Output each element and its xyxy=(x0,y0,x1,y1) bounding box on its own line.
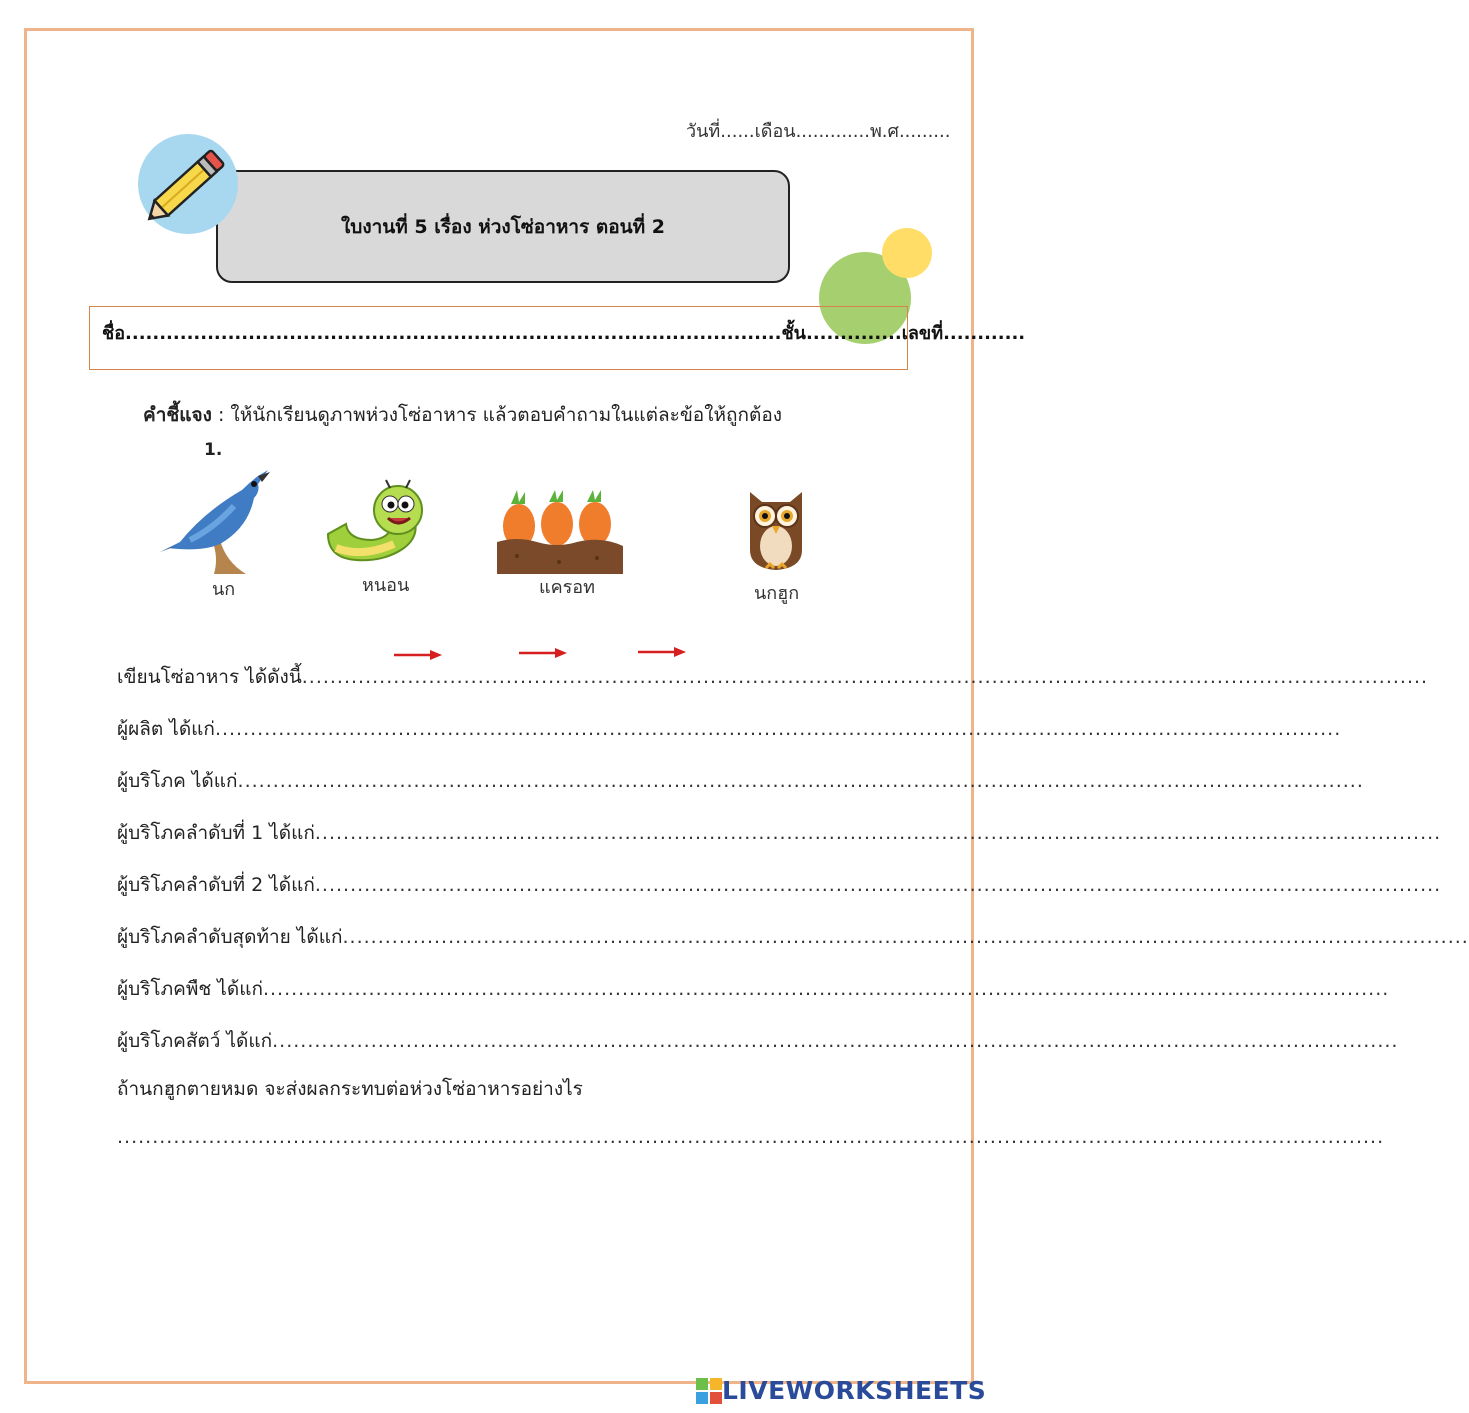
question-line[interactable] xyxy=(117,974,1390,1004)
answer-dots: ................................................................................................................................................................ xyxy=(272,1030,1399,1052)
question-text: ผู้บริโภคลำดับที่ 2 ได้แก่ xyxy=(117,874,315,896)
question-text: ผู้บริโภค ได้แก่ xyxy=(117,770,238,792)
student-info-line[interactable]: ชื่อ................................................................................................ชั้น..............เลขที่............ xyxy=(102,323,1026,344)
instruction-text: : ให้นักเรียนดูภาพห่วงโซ่อาหาร แล้วตอบคำถามในแต่ละข้อให้ถูกต้อง xyxy=(211,404,783,426)
bird-label: นก xyxy=(212,579,236,600)
answer-dots: ................................................................................................................................................................ xyxy=(262,978,1390,1000)
pencil-icon xyxy=(138,134,238,234)
caterpillar-label: หนอน xyxy=(362,575,410,596)
instruction-label: คำชี้แจง xyxy=(143,404,212,426)
question-text: ผู้ผลิต ได้แก่ xyxy=(117,718,215,740)
question-line[interactable] xyxy=(117,1026,1399,1056)
final-answer-line[interactable]: .................................................................................................................................................................................... xyxy=(117,1126,1385,1148)
arrow-right-icon xyxy=(519,647,567,659)
answer-dots: ................................................................................................................................................................ xyxy=(301,666,1429,688)
arrow-right-icon xyxy=(638,646,686,658)
question-line[interactable] xyxy=(117,662,1429,692)
carrot-icon xyxy=(497,490,627,576)
carrot-picture xyxy=(497,490,627,598)
question-text: ผู้บริโภคสัตว์ ได้แก่ xyxy=(117,1030,273,1052)
question-text: เขียนโซ่อาหาร ได้ดังนี้ xyxy=(117,666,302,688)
caterpillar-picture xyxy=(322,478,426,596)
owl-label: นกฮูก xyxy=(754,583,800,604)
owl-icon xyxy=(744,488,808,572)
pencil-badge xyxy=(138,134,238,234)
instruction xyxy=(143,400,782,430)
bird-picture xyxy=(160,462,272,600)
carrot-label: แครอท xyxy=(539,577,595,598)
question-line[interactable] xyxy=(117,714,1342,744)
final-question: ถ้านกฮูกตายหมด จะส่งผลกระทบต่อห่วงโซ่อาหารอย่างไร xyxy=(117,1078,583,1100)
worksheet-title: ใบงานที่ 5 เรื่อง ห่วงโซ่อาหาร ตอนที่ 2 xyxy=(216,170,790,283)
logo-text: LIVEWORKSHEETS xyxy=(722,1376,987,1405)
owl-picture xyxy=(744,488,808,604)
question-line[interactable] xyxy=(117,922,1469,952)
decor-yellow-circle xyxy=(882,228,932,278)
logo-grid-icon xyxy=(696,1378,722,1404)
answer-dots: ................................................................................................................................................................ xyxy=(314,874,1442,896)
answer-dots: ................................................................................................................................................................ xyxy=(214,718,1342,740)
question-text: ผู้บริโภคลำดับที่ 1 ได้แก่ xyxy=(117,822,315,844)
question-text: ผู้บริโภคพืช ได้แก่ xyxy=(117,978,263,1000)
question-line[interactable] xyxy=(117,870,1442,900)
answer-dots: ................................................................................................................................................................ xyxy=(237,770,1364,792)
bird-icon xyxy=(160,462,272,580)
date-line: วันที่......เดือน.............พ.ศ......... xyxy=(686,121,951,142)
question-line[interactable] xyxy=(117,818,1442,848)
answer-dots: ................................................................................................................................................................ xyxy=(314,822,1442,844)
liveworksheets-logo xyxy=(696,1376,986,1405)
question-line[interactable] xyxy=(117,766,1364,796)
question-text: ผู้บริโภคลำดับสุดท้าย ได้แก่ xyxy=(117,926,343,948)
caterpillar-icon xyxy=(322,478,426,566)
arrow-right-icon xyxy=(394,649,442,661)
question-number: 1. xyxy=(204,440,223,460)
answer-dots: ................................................................................................................................................................ xyxy=(342,926,1469,948)
